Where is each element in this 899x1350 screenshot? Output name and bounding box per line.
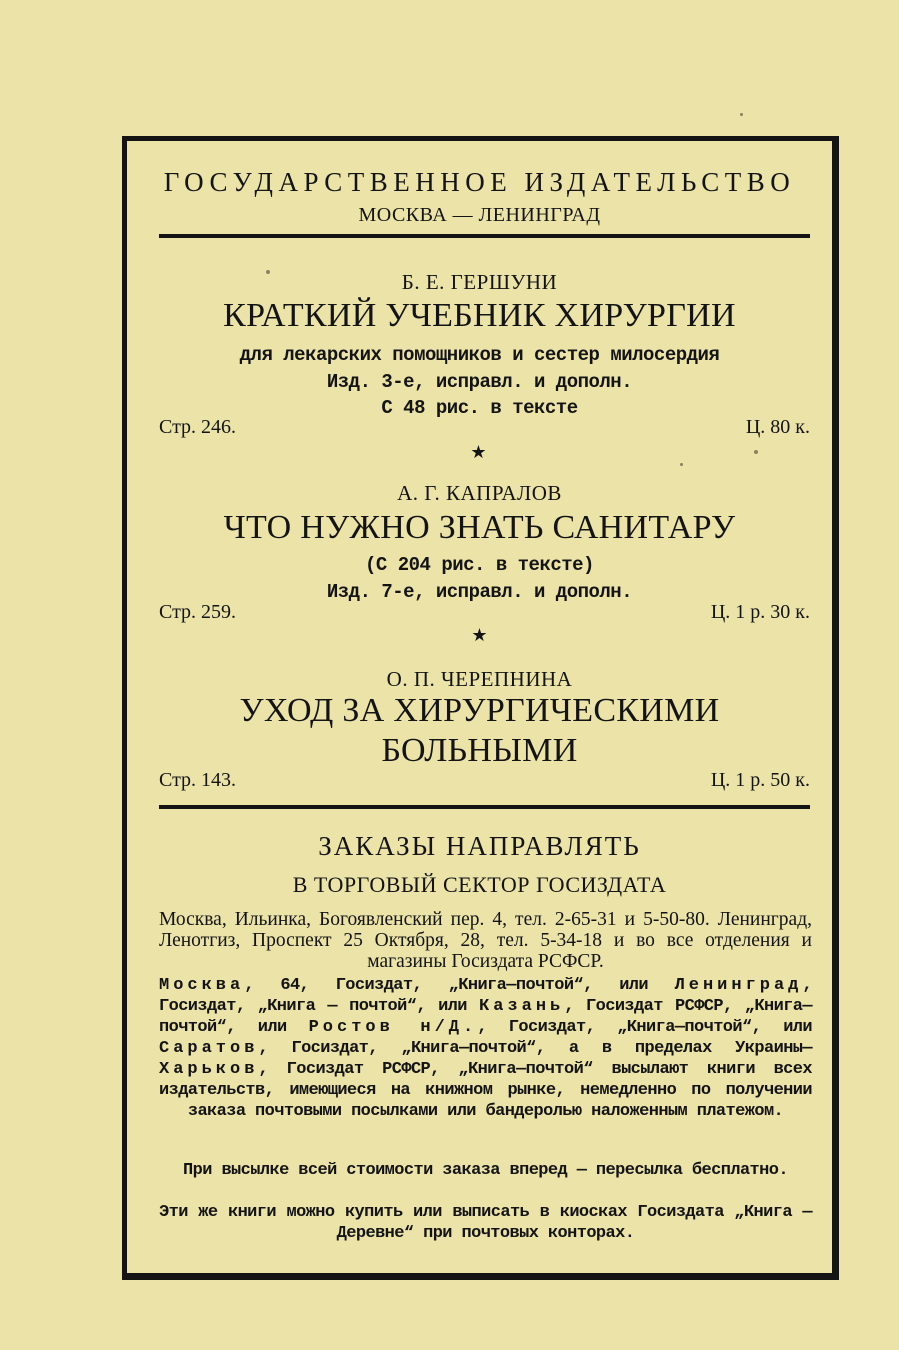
book-3-pages: Стр. 143. <box>159 769 237 791</box>
orders-kiosks-note: Эти же книги можно купить или выписать в киосках Госиздата „Книга — Деревне“ при почтовых конторах. <box>159 1203 812 1243</box>
book-3-price: Ц. 1 р. 50 к. <box>710 769 810 791</box>
paper-speck <box>740 113 743 116</box>
book-3-title-line-1: УХОД ЗА ХИРУРГИЧЕСКИМИ <box>239 692 720 729</box>
book-2-title: ЧТО НУЖНО ЗНАТЬ САНИТАРУ <box>223 509 736 546</box>
orders-mail-paragraph: Москва, 64, Госиздат, „Книга—почтой“, или Ленинград, Госиздат, „Книга — почтой“, или Казань, Госиздат РСФСР, „Книга—почтой“, или Ростов н/Д., Госиздат, „Книга—почтой“, или Саратов, Госиздат, „Книга—почтой“, а в пределах Украины—Харьков, Госиздат РСФСР, „Книга—почтой“ высылают книги всех издательств, имеющиеся на книжном рынке, немедленно по получении заказа почтовыми посылками или бандеролью наложенным платежом. <box>159 976 813 1121</box>
orders-rule <box>159 805 810 809</box>
book-1-illustrations: С 48 рис. в тексте <box>381 397 578 419</box>
header-rule <box>159 234 810 238</box>
publisher-cities: МОСКВА — ЛЕНИНГРАД <box>358 204 601 226</box>
book-2-price: Ц. 1 р. 30 к. <box>710 601 810 623</box>
city-rostov: Ростов н/Д. <box>308 1018 478 1037</box>
book-2-author: А. Г. КАПРАЛОВ <box>397 481 562 505</box>
orders-shipping-note: При высылке всей стоимости заказа вперед — пересылка бесплатно. <box>183 1161 788 1180</box>
city-kazan: Казань <box>479 997 565 1016</box>
city-leningrad: Ленинград <box>674 976 803 995</box>
publisher-name: ГОСУДАРСТВЕННОЕ ИЗДАТЕЛЬСТВО <box>163 167 796 197</box>
orders-subtitle: В ТОРГОВЫЙ СЕКТОР ГОСИЗДАТА <box>292 872 667 897</box>
book-2-pages: Стр. 259. <box>159 601 237 623</box>
book-1-price: Ц. 80 к. <box>745 416 810 438</box>
book-1-audience: для лекарских помощников и сестер милосердия <box>239 344 720 366</box>
orders-title: ЗАКАЗЫ НАПРАВЛЯТЬ <box>318 831 641 861</box>
paper-speck <box>680 463 683 466</box>
book-2-edition: Изд. 7-е, исправл. и дополн. <box>326 581 633 603</box>
advertisement-frame <box>122 136 839 1280</box>
paper-speck <box>754 450 758 454</box>
city-saratov: Саратов <box>159 1039 259 1058</box>
city-moscow: Москва <box>159 976 245 995</box>
city-kharkov: Харьков <box>159 1060 259 1079</box>
book-1-title: КРАТКИЙ УЧЕБНИК ХИРУРГИИ <box>223 297 736 334</box>
book-3-author: О. П. ЧЕРЕПНИНА <box>386 667 573 691</box>
orders-addresses: Москва, Ильинка, Богоявленский пер. 4, тел. 2-65-31 и 5-50-80. Ленинград, Ленотгиз, Проспект 25 Октября, 28, тел. 5-34-18 и во все отделения и магазины Госиздата РСФСР. <box>159 909 812 972</box>
book-1-edition: Изд. 3-е, исправл. и дополн. <box>326 371 633 393</box>
book-2-illustrations: (С 204 рис. в тексте) <box>365 554 594 576</box>
separator-star-icon: ★ <box>470 442 487 462</box>
book-1-author: Б. Е. ГЕРШУНИ <box>401 270 558 294</box>
separator-star-icon: ★ <box>471 625 488 645</box>
book-1-pages: Стр. 246. <box>159 416 237 438</box>
paper-speck <box>266 270 270 274</box>
book-3-title-line-2: БОЛЬНЫМИ <box>381 732 578 769</box>
